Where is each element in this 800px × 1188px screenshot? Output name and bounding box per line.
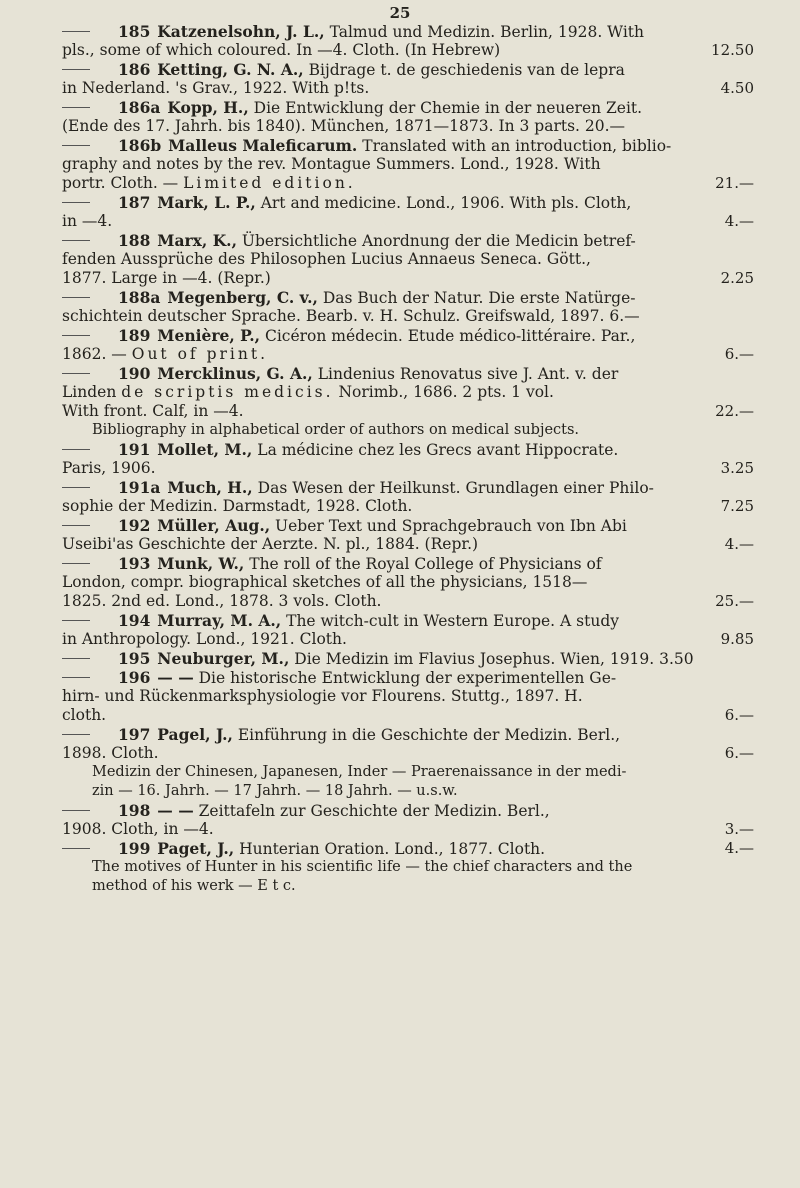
catalog-entry <box>0 60 800 98</box>
entry-annotation <box>0 877 800 896</box>
entry-price: 4.— <box>719 212 754 231</box>
entry-line <box>0 174 800 193</box>
catalog-entry <box>0 668 800 725</box>
entry-price: 6.— <box>719 744 754 763</box>
entry-author: Munk, W., <box>157 554 245 573</box>
entry-text: Ueber Text und Sprachgebrauch von Ibn Abi <box>270 517 627 535</box>
entry-author: Megenberg, C. v., <box>167 288 318 307</box>
pencil-mark <box>62 677 90 678</box>
pencil-mark <box>62 658 90 659</box>
entry-text: Lindenius Renovatus sive J. Ant. v. der <box>312 365 619 383</box>
entry-line <box>0 136 800 155</box>
entry-number: 185 <box>118 22 151 41</box>
entry-line <box>0 839 800 858</box>
entry-price: 6.— <box>719 706 754 725</box>
entry-text: The roll of the Royal College of Physicians of <box>244 555 602 573</box>
entry-text: in Anthropology. Lond., 1921. Cloth. <box>62 630 347 648</box>
pencil-mark <box>62 202 90 203</box>
entry-author: Marx, K., <box>157 231 237 250</box>
catalog-entry <box>0 326 800 364</box>
entry-text: London, compr. biographical sketches of all the physicians, 1518— <box>62 573 588 591</box>
entry-text: graphy and notes by the rev. Montague Summers. Lond., 1928. With <box>62 155 601 173</box>
entry-line <box>0 212 800 231</box>
pencil-mark <box>62 620 90 621</box>
pencil-mark <box>62 297 90 298</box>
entry-text: hirn- und Rückenmarksphysiologie vor Flourens. Stuttg., 1897. H. <box>62 687 583 705</box>
entry-line <box>0 497 800 516</box>
entry-line <box>0 516 800 535</box>
entry-line <box>0 687 800 706</box>
entry-price: 2.25 <box>715 269 754 288</box>
entry-text: Das Wesen der Heilkunst. Grundlagen einer Philo- <box>252 479 654 497</box>
catalog-entry <box>0 288 800 326</box>
entry-text: Zeittafeln zur Geschichte der Medizin. Berl., <box>193 802 550 820</box>
entry-number: 196 <box>118 668 151 687</box>
catalog-entry <box>0 22 800 60</box>
pencil-mark <box>62 69 90 70</box>
catalog-entry <box>0 554 800 611</box>
entry-line <box>0 193 800 212</box>
entry-line <box>0 383 800 402</box>
entry-number: 191a <box>118 478 161 497</box>
entry-text: Einführung in die Geschichte der Medizin. Berl., <box>232 726 621 744</box>
entry-line <box>0 326 800 345</box>
entry-text: Norimb., 1686. 2 pts. 1 vol. <box>333 383 554 401</box>
pencil-mark <box>62 373 90 374</box>
page-number: 25 <box>389 4 411 22</box>
entry-line <box>0 41 800 60</box>
entry-annotation <box>0 421 800 440</box>
entry-text: schichtein deutscher Sprache. Bearb. v. H. Schulz. Greifswald, 1897. 6.— <box>62 307 640 325</box>
catalog-entry <box>0 649 800 668</box>
catalog-entry <box>0 801 800 839</box>
entry-number: 195 <box>118 649 151 668</box>
pencil-mark <box>62 848 90 849</box>
entry-number: 186b <box>118 136 162 155</box>
pencil-mark <box>62 525 90 526</box>
entry-author: Mollet, M., <box>157 440 253 459</box>
entry-text: Useibi'as Geschichte der Aerzte. N. pl., 1884. (Repr.) <box>62 535 479 553</box>
entry-author: Malleus Maleficarum. <box>168 136 358 155</box>
catalog-list <box>0 22 800 896</box>
entry-text: 1862. — <box>62 345 132 363</box>
entry-number: 189 <box>118 326 151 345</box>
entry-author: Mark, L. P., <box>157 193 256 212</box>
pencil-mark <box>62 240 90 241</box>
catalog-entry <box>0 98 800 136</box>
entry-price: 9.85 <box>715 630 754 649</box>
entry-price: 22.— <box>709 402 754 421</box>
entry-text: pls., some of which coloured. In —4. Cloth. (In Hebrew) <box>62 41 501 59</box>
entry-number: 186a <box>118 98 161 117</box>
entry-line <box>0 744 800 763</box>
entry-line <box>0 801 800 820</box>
entry-price: 4.— <box>719 535 754 554</box>
entry-line <box>0 231 800 250</box>
entry-line <box>0 535 800 554</box>
entry-text: Medizin der Chinesen, Japanesen, Inder — Praerenaissance in der medi- <box>92 764 627 780</box>
entry-author: Paget, J., <box>157 839 235 858</box>
pencil-mark <box>62 487 90 488</box>
entry-line <box>0 706 800 725</box>
entry-price: 3.— <box>719 820 754 839</box>
entry-author: Menière, P., <box>157 326 261 345</box>
entry-text: Die Entwicklung der Chemie in der neueren Zeit. <box>248 99 643 117</box>
entry-line <box>0 820 800 839</box>
entry-text: Talmud und Medizin. Berlin, 1928. With <box>324 23 645 41</box>
entry-annotation <box>0 763 800 782</box>
entry-author: Murray, M. A., <box>157 611 282 630</box>
entry-line <box>0 155 800 174</box>
catalog-entry <box>0 364 800 440</box>
entry-text: 1825. 2nd ed. Lond., 1878. 3 vols. Cloth. <box>62 592 382 610</box>
entry-text: sophie der Medizin. Darmstadt, 1928. Cloth. <box>62 497 413 515</box>
catalog-entry <box>0 611 800 649</box>
catalog-entry <box>0 478 800 516</box>
entry-line <box>0 269 800 288</box>
entry-line <box>0 630 800 649</box>
pencil-mark <box>62 449 90 450</box>
catalog-entry <box>0 516 800 554</box>
entry-text: Das Buch der Natur. Die erste Natürge- <box>317 289 636 307</box>
entry-number: 193 <box>118 554 151 573</box>
entry-text: Cicéron médecin. Etude médico-littéraire. Par., <box>260 327 636 345</box>
entry-text: Die Medizin im Flavius Josephus. Wien, 1919. 3.50 <box>289 650 694 668</box>
entry-line <box>0 250 800 269</box>
entry-text: cloth. <box>62 706 107 724</box>
catalog-entry <box>0 136 800 193</box>
pencil-mark <box>62 734 90 735</box>
entry-number: 187 <box>118 193 151 212</box>
entry-author: Pagel, J., <box>157 725 233 744</box>
entry-number: 197 <box>118 725 151 744</box>
entry-line <box>0 345 800 364</box>
entry-emphasis: Limited edition. <box>183 174 356 192</box>
entry-text: zin — 16. Jahrh. — 17 Jahrh. — 18 Jahrh. — u.s.w. <box>92 783 458 799</box>
entry-text: Art and medicine. Lond., 1906. With pls. Cloth, <box>255 194 632 212</box>
entry-author: — — <box>157 801 194 820</box>
entry-line <box>0 573 800 592</box>
entry-text: The motives of Hunter in his scientific life — the chief characters and the <box>92 859 633 875</box>
entry-text: 1908. Cloth, in —4. <box>62 820 214 838</box>
entry-text: La médicine chez les Grecs avant Hippocrate. <box>252 441 619 459</box>
entry-line <box>0 60 800 79</box>
entry-text: Translated with an introduction, biblio- <box>357 137 672 155</box>
entry-line <box>0 611 800 630</box>
entry-line <box>0 440 800 459</box>
pencil-mark <box>62 31 90 32</box>
pencil-mark <box>62 107 90 108</box>
entry-price: 25.— <box>709 592 754 611</box>
entry-price: 3.25 <box>715 459 754 478</box>
entry-line <box>0 592 800 611</box>
catalog-entry <box>0 231 800 288</box>
entry-line <box>0 22 800 41</box>
entry-text: fenden Aussprüche des Philosophen Lucius Annaeus Seneca. Gött., <box>62 250 591 268</box>
entry-text: Übersichtliche Anordnung der die Medicin betref- <box>236 232 636 250</box>
entry-number: 192 <box>118 516 151 535</box>
entry-author: Much, H., <box>167 478 253 497</box>
pencil-mark <box>62 145 90 146</box>
entry-text: portr. Cloth. — <box>62 174 184 192</box>
entry-line <box>0 307 800 326</box>
entry-number: 186 <box>118 60 151 79</box>
entry-emphasis: Out of print. <box>131 345 269 363</box>
catalog-entry <box>0 440 800 478</box>
entry-number: 190 <box>118 364 151 383</box>
entry-price: 12.50 <box>705 41 754 60</box>
entry-text: Linden <box>62 383 122 401</box>
entry-line <box>0 668 800 687</box>
entry-annotation <box>0 782 800 801</box>
entry-line <box>0 725 800 744</box>
entry-line <box>0 459 800 478</box>
entry-number: 199 <box>118 839 151 858</box>
entry-text: Bibliography in alphabetical order of authors on medical subjects. <box>92 422 580 438</box>
entry-annotation <box>0 858 800 877</box>
entry-author: Mercklinus, G. A., <box>157 364 313 383</box>
catalog-entry <box>0 839 800 896</box>
entry-text: Bijdrage t. de geschiedenis van de lepra <box>303 61 625 79</box>
pencil-mark <box>62 563 90 564</box>
entry-price: 7.25 <box>715 497 754 516</box>
entry-number: 188 <box>118 231 151 250</box>
entry-line <box>0 554 800 573</box>
entry-line <box>0 98 800 117</box>
entry-text: Hunterian Oration. Lond., 1877. Cloth. <box>234 840 546 858</box>
pencil-mark <box>62 335 90 336</box>
entry-text: (Ende des 17. Jahrh. bis 1840). München, 1871—1873. In 3 parts. 20.— <box>62 117 626 135</box>
entry-line <box>0 402 800 421</box>
entry-number: 198 <box>118 801 151 820</box>
entry-emphasis: de scriptis medicis. <box>121 383 334 401</box>
entry-price: 4.— <box>719 839 754 858</box>
entry-text: 1898. Cloth. <box>62 744 159 762</box>
entry-author: — — <box>157 668 194 687</box>
entry-line <box>0 364 800 383</box>
entry-author: Katzenelsohn, J. L., <box>157 22 325 41</box>
entry-number: 191 <box>118 440 151 459</box>
pencil-mark <box>62 810 90 811</box>
entry-line <box>0 288 800 307</box>
entry-line <box>0 79 800 98</box>
entry-text: The witch-cult in Western Europe. A study <box>281 612 620 630</box>
entry-line <box>0 117 800 136</box>
entry-text: in —4. <box>62 212 113 230</box>
entry-text: 1877. Large in —4. (Repr.) <box>62 269 271 287</box>
entry-text: method of his werk — E t c. <box>92 878 296 894</box>
entry-author: Müller, Aug., <box>157 516 271 535</box>
entry-text: With front. Calf, in —4. <box>62 402 244 420</box>
entry-line <box>0 478 800 497</box>
entry-price: 21.— <box>709 174 754 193</box>
entry-author: Ketting, G. N. A., <box>157 60 304 79</box>
entry-price: 6.— <box>719 345 754 364</box>
entry-number: 188a <box>118 288 161 307</box>
entry-text: Paris, 1906. <box>62 459 156 477</box>
entry-line <box>0 649 800 668</box>
catalog-entry <box>0 193 800 231</box>
entry-text: Die historische Entwicklung der experimentellen Ge- <box>193 669 617 687</box>
catalog-entry <box>0 725 800 801</box>
entry-author: Neuburger, M., <box>157 649 290 668</box>
entry-author: Kopp, H., <box>167 98 249 117</box>
entry-text: in Nederland. 's Grav., 1922. With p!ts. <box>62 79 370 97</box>
entry-price: 4.50 <box>715 79 754 98</box>
entry-number: 194 <box>118 611 151 630</box>
